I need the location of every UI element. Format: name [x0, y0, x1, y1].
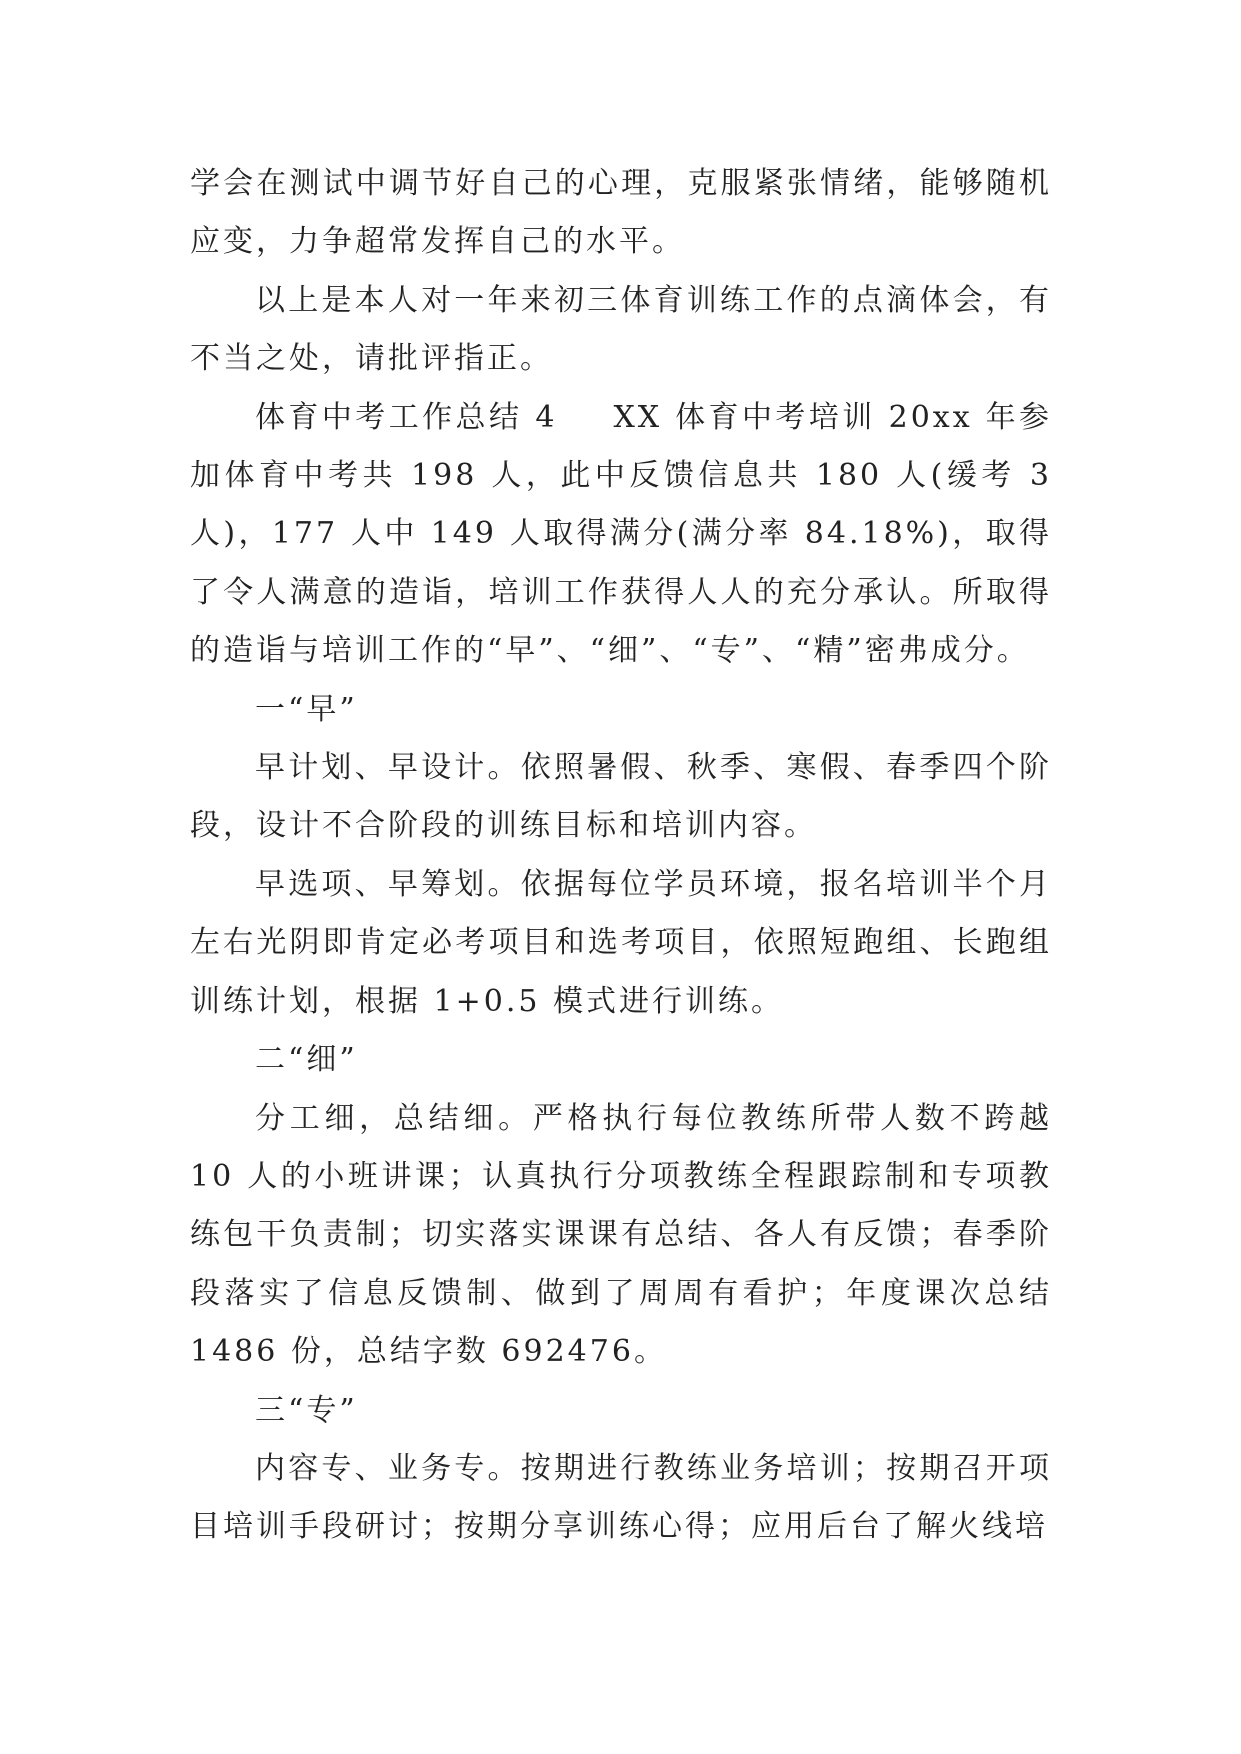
subheading-early: 一“早”: [255, 691, 358, 727]
document-body: [190, 155, 1052, 1557]
paragraph-5: 早计划、早设计。依照暑假、秋季、寒假、春季四个阶段，设计不合阶段的训练目标和培训内容。: [190, 750, 1052, 844]
paragraph-10: 内容专、业务专。按期进行教练业务培训；按期召开项目培训手段研讨；按期分享训练心得；应用后台了解火线培: [190, 1450, 1052, 1545]
subheading-detail: 二“细”: [255, 1042, 358, 1078]
paragraph-8: 分工细，总结细。严格执行每位教练所带人数不跨越 10 人的小班讲课；认真执行分项教练全程跟踪制和专项教练包干负责制；切实落实课课有总结、各人有反馈；春季阶段落实了信息反馈制、做到了周周有看护；年度课次总结 1486 份，总结字数 692476。: [190, 1100, 1052, 1370]
paragraph-6: 早选项、早筹划。依据每位学员环境，报名培训半个月左右光阴即肯定必考项目和选考项目，依照短跑组、长跑组训练计划，根据 1+0.5 模式进行训练。: [190, 866, 1052, 1019]
paragraph-3: [190, 389, 1052, 681]
section-heading: 体育中考工作总结 4: [255, 399, 558, 435]
subheading-special: 三“专”: [255, 1392, 358, 1428]
paragraph-2: 以上是本人对一年来初三体育训练工作的点滴体会，有不当之处，请批评指正。: [190, 282, 1052, 377]
paragraph-3-text: XX 体育中考培训 20xx 年参加体育中考共 198 人，此中反馈信息共 180 人(缓考 3 人)，177 人中 149 人取得满分(满分率 84.18%)，取得了令人满意的造诣，培训工作获得人人的充分承认。所取得的造诣与培训工作的“早”、“细”、“专”、“精”密弗成分。: [190, 399, 1052, 669]
paragraph-1: 学会在测试中调节好自己的心理，克服紧张情绪，能够随机应变，力争超常发挥自己的水平。: [190, 166, 1052, 260]
